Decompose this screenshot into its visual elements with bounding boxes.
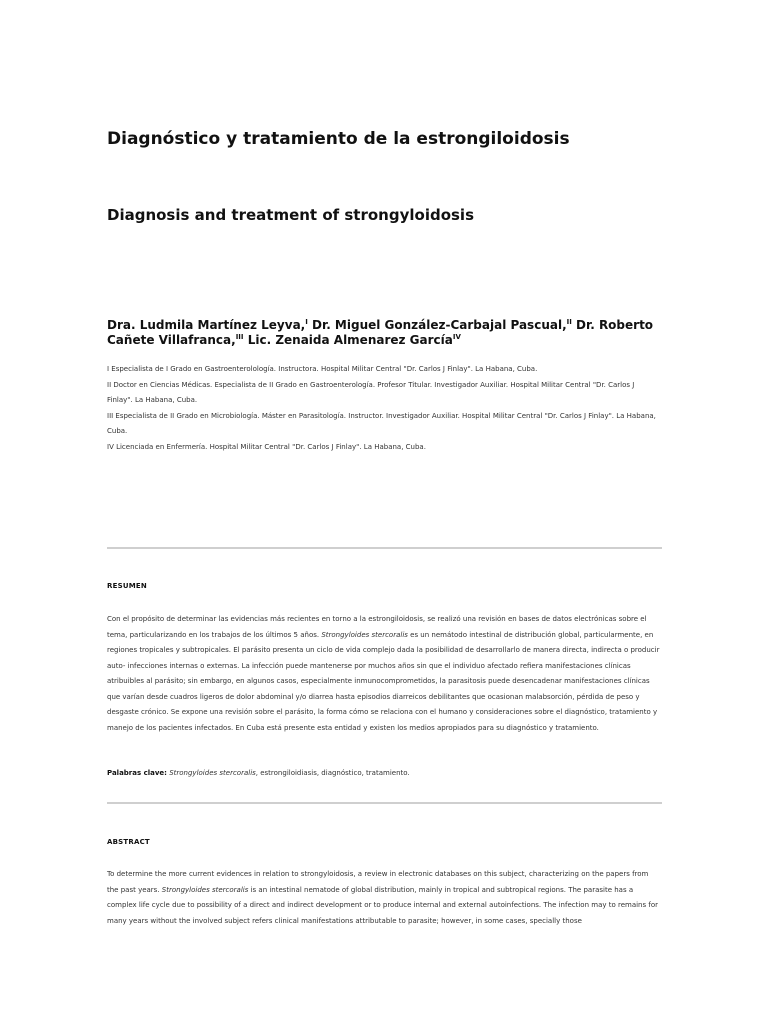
author-list [107,318,662,348]
keywords-label: Palabras clave: [107,769,167,777]
affiliation-item: I Especialista de I Grado en Gastroenterolología. Instructora. Hospital Militar Central "Dr. Carlos J Finlay". La Habana, Cuba. [107,365,538,373]
title-english: Diagnosis and treatment of strongyloidosis [107,206,475,224]
author-affiliation-marker: III [235,333,244,341]
resumen-text-part: Con el propósito de determinar las evidencias más recientes en torno a la estrongiloidosis, se realizó una revisión en bases de datos electrónicas sobre el tema, particularizando en los trabajos de los últimos 5 años. [107,615,647,639]
author-affiliation-marker: I [305,318,308,326]
abstract-heading: ABSTRACT [107,838,150,846]
resumen-text-part: es un nemátodo intestinal de distribución global, particularmente, en regiones tropicales y subtropicales. El parásito presenta un ciclo de vida complejo dada la posibilidad de desarrollarlo de manera directa, indirecta o producir auto- infecciones internas o externas. La infección puede mantenerse por muchos años sin que el individuo afectado refiera manifestaciones clínicas atribuibles al parásito; sin embargo, en algunos casos, especialmente inmunocomprometidos, la parasitosis puede desencadenar manifestaciones clínicas que varían desde cuadros ligeros de dolor abdominal y/o diarrea hasta episodios diarreicos debilitantes que ocasionan malabsorción, pérdida de peso y desgaste crónico. Se expone una revisión sobre el parásito, la forma cómo se relaciona con el humano y consideraciones sobre el diagnóstico, tratamiento y manejo de los pacientes infectados. En Cuba está presente esta entidad y existen los medios apropiados para su diagnóstico y tratamiento. [107,630,660,732]
resumen-heading: RESUMEN [107,582,147,590]
author-name: Dr. Roberto Cañete Villafranca, [107,318,654,347]
author-affiliation-marker: II [566,318,572,326]
author-name: Lic. Zenaida Almenarez García [243,333,453,347]
affiliation-list [107,362,662,455]
abstract-text-part: To determine the more current evidences in relation to strongyloidosis, a review in electronic databases on this subject, characterizing on the papers from the past years. [107,870,649,894]
author-name: Dr. Miguel González-Carbajal Pascual, [307,318,567,332]
affiliation-item: III Especialista de II Grado en Microbiología. Máster en Parasitología. Instructor. Investigador Auxiliar. Hospital Militar Central "Dr. Carlos J Finlay". La Habana, Cuba. [107,411,656,435]
affiliation-item: IV Licenciada en Enfermería. Hospital Militar Central "Dr. Carlos J Finlay". La Habana, Cuba. [107,442,426,451]
species-name: Strongyloides stercoralis [321,630,408,639]
abstract-text [107,867,662,929]
keywords-species: Strongyloides stercoralis [169,769,256,777]
species-name: Strongyloides stercoralis [161,885,249,894]
section-divider [107,547,662,549]
author-affiliation-marker: IV [452,333,461,341]
affiliation-item: II Doctor en Ciencias Médicas. Especialista de II Grado en Gastroenterología. Profesor Titular. Investigador Auxiliar. Hospital Militar Central "Dr. Carlos J Finlay". La Habana, Cuba. [107,380,635,404]
resumen-text [107,612,662,736]
title-spanish: Diagnóstico y tratamiento de la estrongiloidosis [107,129,570,149]
author-name: Dra. Ludmila Martínez Leyva, [107,318,306,332]
keywords [107,766,662,781]
abstract-text-part: is an intestinal nematode of global distribution, mainly in tropical and subtropical regions. The parasite has a complex life cycle due to possibility of a direct and indirect development or to produce internal and external autoinfections. The infection may to remains for many years without the involved subject refers clinical manifestations attributable to parasite; however, in some cases, specially those [107,885,658,925]
section-divider [107,802,662,804]
keywords-list: , estrongiloidiasis, diagnóstico, tratamiento. [255,769,410,777]
